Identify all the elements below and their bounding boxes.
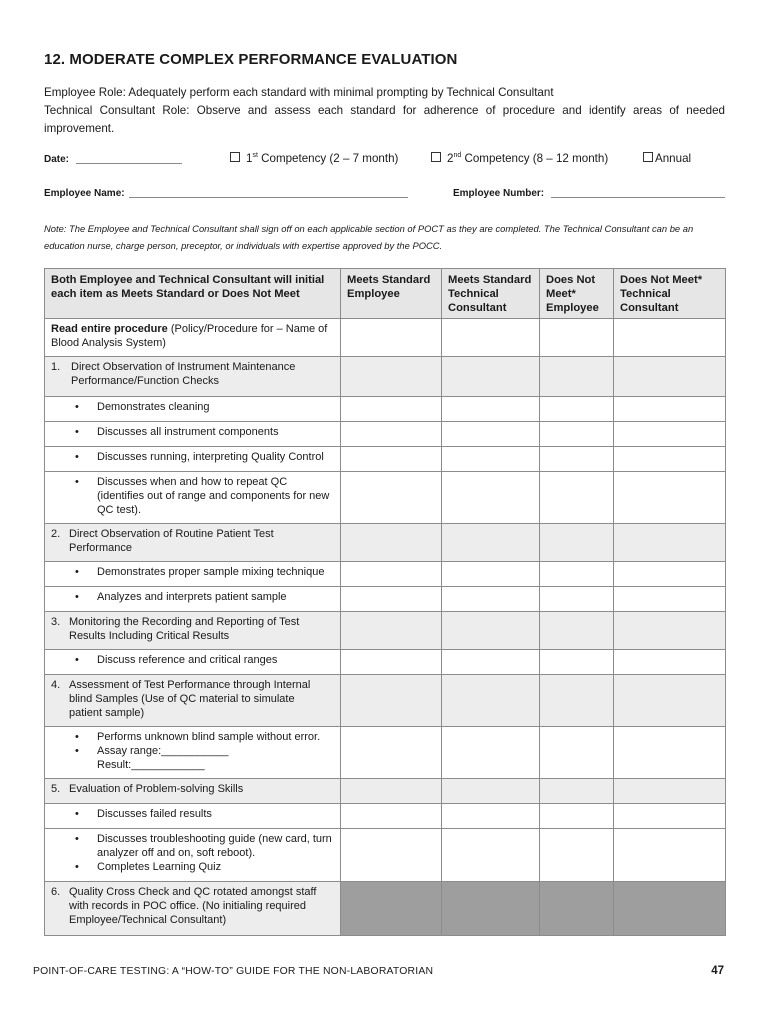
initial-cell[interactable] [540,472,614,524]
evaluation-table [44,268,726,936]
list-item: • Performs unknown blind sample without error. [97,730,334,744]
initial-cell[interactable] [614,587,726,612]
list-item: Result:____________ [97,759,205,771]
initial-cell[interactable] [341,357,442,397]
initial-cell[interactable] [614,804,726,829]
list-item: • Discusses failed results [97,807,334,821]
list-item: • Analyzes and interprets patient sample [97,590,334,604]
header-item: Both Employee and Technical Consultant will initial each item as Meets Standard or Does Not Meet [45,269,341,319]
initial-cell[interactable] [614,319,726,357]
initial-cell[interactable] [442,829,540,882]
list-item: • Completes Learning Quiz [97,860,334,874]
table-row [45,397,726,422]
initial-cell[interactable] [614,524,726,562]
initial-cell[interactable] [540,587,614,612]
header-not-meet-consultant: Does Not Meet* Technical Consultant [614,269,726,319]
shaded-cell [341,882,442,936]
bullet-cell [45,804,341,829]
bullet-cell [45,650,341,675]
initial-cell[interactable] [540,397,614,422]
initial-cell[interactable] [540,727,614,779]
employee-number-field[interactable] [551,197,725,198]
bullet-cell [45,397,341,422]
initial-cell[interactable] [442,675,540,727]
initial-cell[interactable] [614,650,726,675]
initial-cell[interactable] [341,650,442,675]
bullet-cell [45,587,341,612]
initial-cell[interactable] [442,804,540,829]
initial-cell[interactable] [341,587,442,612]
page-number: 47 [711,965,724,977]
initial-cell[interactable] [540,357,614,397]
table-row [45,319,726,357]
consultant-role-line: Technical Consultant Role: Observe and assess each standard for adherence of procedure and identify areas of needed [44,104,725,117]
header-meets-consultant: Meets Standard Technical Consultant [442,269,540,319]
item-cell: 6. Quality Cross Check and QC rotated amongst staff with records in POC office. (No initialing required Employee/Technical Consultant) [45,882,341,936]
initial-cell[interactable] [341,447,442,472]
employee-role-line: Employee Role: Adequately perform each standard with minimal prompting by Technical Consultant [44,86,554,99]
initial-cell[interactable] [442,524,540,562]
initial-cell[interactable] [614,779,726,804]
annual-option[interactable]: Annual [643,152,691,165]
first-competency-checkbox[interactable] [230,152,240,162]
initial-cell[interactable] [614,612,726,650]
initial-cell[interactable] [614,829,726,882]
initial-cell[interactable] [341,472,442,524]
table-row [45,779,726,804]
initial-cell[interactable] [540,804,614,829]
item-cell: 2. Direct Observation of Routine Patient Test Performance [45,524,341,562]
bullet-cell [45,562,341,587]
initial-cell[interactable] [442,357,540,397]
employee-name-label: Employee Name: [44,188,125,199]
table-row [45,562,726,587]
item-cell: 4. Assessment of Test Performance through Internal blind Samples (Use of QC material to simulate patient sample) [45,675,341,727]
initial-cell[interactable] [540,562,614,587]
initial-cell[interactable] [341,675,442,727]
initial-cell[interactable] [614,422,726,447]
initial-cell[interactable] [442,612,540,650]
table-row [45,804,726,829]
note-text: Note: The Employee and Technical Consultant shall sign off on each applicable section of POCT as they are completed. The Technical Consultant can be an education nurse, charge person, preceptor, or individuals with expertise approved by the POCC. [44,223,694,251]
table-row [45,472,726,524]
initial-cell[interactable] [442,587,540,612]
shaded-cell [540,882,614,936]
table-header-row [45,269,726,319]
initial-cell[interactable] [341,612,442,650]
header-not-meet-employee: Does Not Meet* Employee [540,269,614,319]
item-cell: 1. Direct Observation of Instrument Maintenance Performance/Function Checks [45,357,341,397]
initial-cell[interactable] [341,422,442,447]
list-item: • Discusses when and how to repeat QC (identifies out of range and components for new QC test). [97,475,334,517]
table-row [45,675,726,727]
employee-number-label: Employee Number: [453,188,545,199]
initial-cell[interactable] [540,650,614,675]
list-item: • Demonstrates proper sample mixing technique [97,565,334,579]
date-label: Date: [44,154,70,165]
initial-cell[interactable] [614,472,726,524]
second-competency-option[interactable]: 2nd Competency (8 – 12 month) [431,152,608,165]
item-cell: 3. Monitoring the Recording and Reporting of Test Results Including Critical Results [45,612,341,650]
header-meets-employee: Meets Standard Employee [341,269,442,319]
consultant-role-line-cont: improvement. [44,122,115,135]
bullet-cell [45,447,341,472]
initial-cell[interactable] [442,472,540,524]
shaded-cell [442,882,540,936]
bullet-cell [45,422,341,447]
initial-cell[interactable] [540,612,614,650]
initial-cell[interactable] [442,779,540,804]
bullet-cell [45,472,341,524]
initial-cell[interactable] [341,562,442,587]
date-field[interactable] [76,163,182,164]
employee-name-field[interactable] [129,197,408,198]
initial-cell[interactable] [442,727,540,779]
bullet-cell [45,829,341,882]
initial-cell[interactable] [614,397,726,422]
annual-checkbox[interactable] [643,152,653,162]
initial-cell[interactable] [614,357,726,397]
intro-text [44,84,725,138]
initial-cell[interactable] [614,562,726,587]
table-row [45,727,726,779]
table-row [45,422,726,447]
list-item: • Demonstrates cleaning [97,400,334,414]
initial-cell[interactable] [442,319,540,357]
initial-cell[interactable] [540,675,614,727]
initial-cell[interactable] [614,675,726,727]
initial-cell[interactable] [540,447,614,472]
initial-cell[interactable] [341,319,442,357]
initial-cell[interactable] [341,804,442,829]
initial-cell[interactable] [341,524,442,562]
list-item: • Assay range:___________ [97,744,334,758]
initial-cell[interactable] [540,829,614,882]
item-cell: 5. Evaluation of Problem-solving Skills [45,779,341,804]
first-competency-option[interactable]: 1st Competency (2 – 7 month) [230,152,398,165]
table-row [45,829,726,882]
initial-cell[interactable] [614,447,726,472]
table-row [45,650,726,675]
initial-cell[interactable] [442,650,540,675]
initial-cell[interactable] [614,727,726,779]
initial-cell[interactable] [341,779,442,804]
table-row [45,524,726,562]
table-row [45,587,726,612]
page-title: 12. MODERATE COMPLEX PERFORMANCE EVALUATION [44,51,458,68]
footer-guide-title: POINT-OF-CARE TESTING: A “HOW-TO” GUIDE FOR THE NON-LABORATORIAN [33,966,434,977]
initial-cell[interactable] [540,319,614,357]
initial-cell[interactable] [341,727,442,779]
list-item: • Discusses all instrument components [97,425,334,439]
initial-cell[interactable] [442,397,540,422]
list-item: • Discusses troubleshooting guide (new card, turn analyzer off and on, soft reboot). [97,832,334,860]
table-row [45,882,726,936]
initial-cell[interactable] [540,524,614,562]
second-competency-checkbox[interactable] [431,152,441,162]
read-procedure-cell: Read entire procedure (Policy/Procedure for – Name of Blood Analysis System) [45,319,341,357]
initial-cell[interactable] [341,397,442,422]
shaded-cell [614,882,726,936]
table-row [45,612,726,650]
initial-cell[interactable] [442,447,540,472]
table-row [45,357,726,397]
list-item: • Discusses running, interpreting Quality Control [97,450,334,464]
list-item: • Discuss reference and critical ranges [97,653,334,667]
table-row [45,447,726,472]
initial-cell[interactable] [540,422,614,447]
initial-cell[interactable] [341,829,442,882]
bullet-cell [45,727,341,779]
initial-cell[interactable] [540,779,614,804]
initial-cell[interactable] [442,422,540,447]
initial-cell[interactable] [442,562,540,587]
